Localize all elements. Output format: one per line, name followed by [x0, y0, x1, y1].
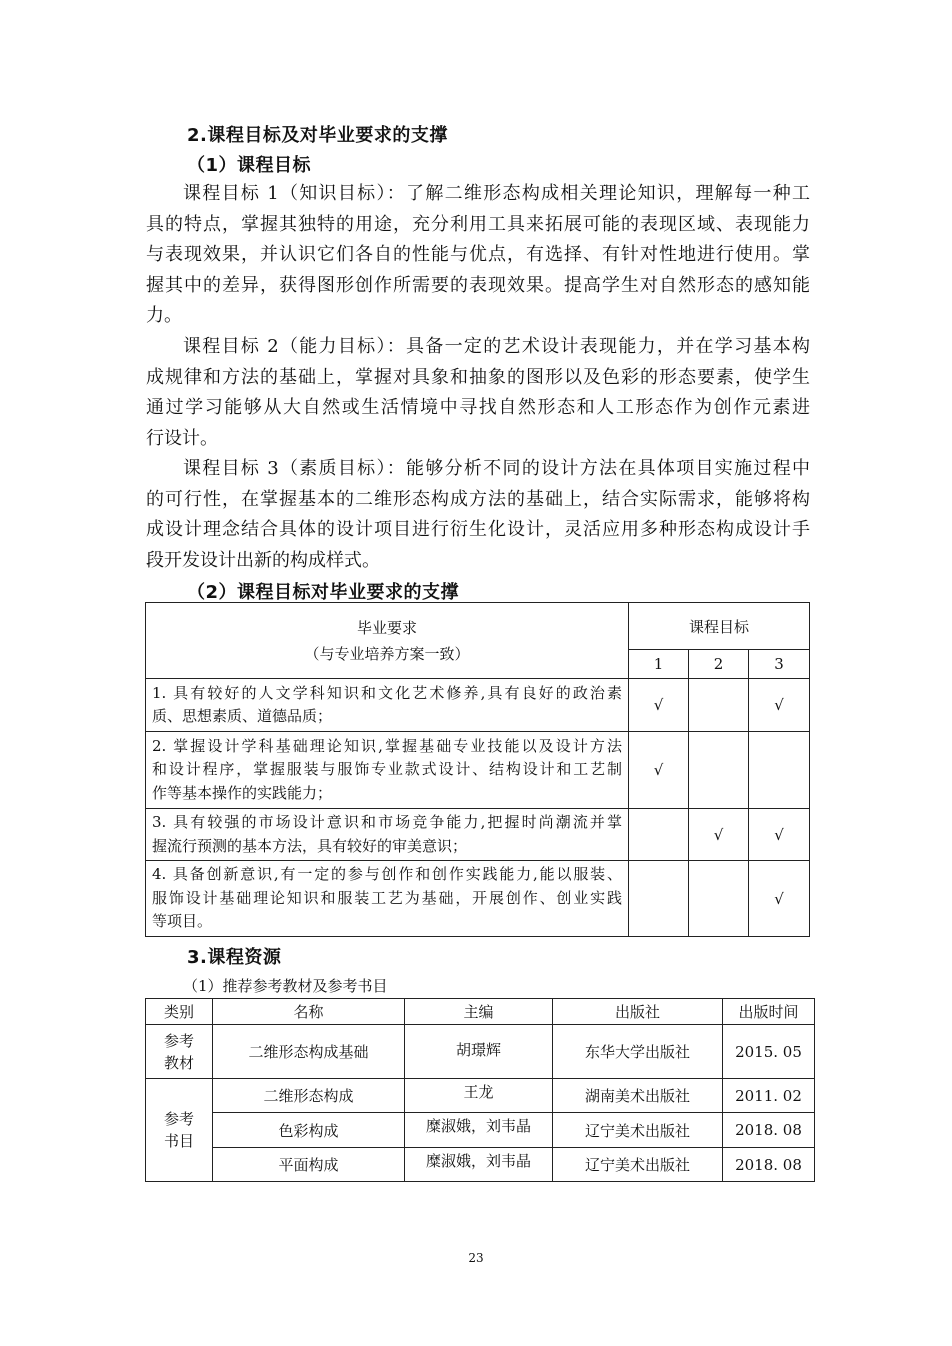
text-line: 课程目标 2（能力目标）：具备一定的艺术设计表现能力，并在学习基本构	[183, 336, 810, 357]
text-line: 等项目。	[152, 912, 213, 931]
table-row	[146, 1148, 815, 1182]
text-line: 参考	[163, 1031, 194, 1050]
book-date: 2018. 08	[723, 1148, 815, 1182]
text-line: 2. 掌握设计学科基础理论知识,掌握基础专业技能以及设计方法	[152, 736, 622, 755]
book-publisher: 东华大学出版社	[553, 1025, 723, 1079]
text-line: 教材	[163, 1053, 194, 1072]
check-cell	[689, 679, 749, 732]
book-name: 色彩构成	[213, 1113, 405, 1148]
table-row	[146, 1025, 815, 1079]
goal-col-1: 1	[629, 650, 689, 679]
book-publisher: 辽宁美术出版社	[553, 1113, 723, 1148]
text-line: 质、思想素质、道德品质；	[152, 707, 333, 725]
header-date: 出版时间	[723, 999, 815, 1025]
goal-col-3: 3	[749, 650, 810, 679]
header-req-label: 毕业要求	[356, 618, 417, 637]
book-name: 平面构成	[213, 1148, 405, 1182]
book-publisher: 湖南美术出版社	[553, 1079, 723, 1113]
text-line: 3. 具有较强的市场设计意识和市场竞争能力,把握时尚潮流并掌	[152, 813, 622, 831]
book-editor: 糜淑娥，刘韦晶	[405, 1148, 553, 1182]
table-row	[146, 809, 810, 861]
category-reference	[146, 1079, 213, 1182]
goal-3-paragraph	[146, 454, 810, 576]
table-row	[146, 732, 810, 809]
requirement-cell	[146, 732, 629, 809]
check-cell	[629, 861, 689, 937]
text-line: 具的特点，掌握其独特的用途，充分利用工具来拓展可能的表现区域、表现能力	[146, 213, 810, 235]
header-publisher: 出版社	[553, 999, 723, 1025]
text-line: 课程目标 1（知识目标）：了解二维形态构成相关理论知识，理解每一种工	[183, 183, 810, 204]
table-row	[146, 861, 810, 937]
table-row	[146, 1079, 815, 1113]
book-editor: 王龙	[405, 1079, 553, 1113]
text-line: 课程目标 3（素质目标）：能够分析不同的设计方法在具体项目实施过程中	[183, 458, 810, 479]
book-editor: 胡璟辉	[405, 1025, 553, 1079]
check-cell: √	[749, 809, 810, 861]
text-line: 握其中的差异，获得图形创作所需要的表现效果。提高学生对自然形态的感知能	[146, 274, 810, 296]
page-number: 23	[468, 1251, 484, 1265]
text-line: 成设计理念结合具体的设计项目进行衍生化设计，灵活应用多种形态构成设计手	[146, 519, 810, 540]
book-name: 二维形态构成	[213, 1079, 405, 1113]
table-row	[146, 679, 810, 732]
check-cell	[689, 861, 749, 937]
header-name: 名称	[213, 999, 405, 1025]
text-line: 和设计程序，掌握服装与服饰专业款式设计、结构设计和工艺制	[152, 760, 622, 779]
text-line: 参考	[163, 1110, 194, 1128]
check-cell: √	[689, 809, 749, 861]
check-cell	[749, 732, 810, 809]
book-date: 2011. 02	[723, 1079, 815, 1113]
subheading-course-goals: （1）课程目标	[187, 155, 312, 176]
text-line: 作等基本操作的实践能力；	[152, 783, 333, 802]
text-line: 书目	[163, 1132, 194, 1150]
goals-support-table	[145, 602, 810, 937]
text-line: 的可行性，在掌握基本的二维形态构成方法的基础上，结合实际需求，能够将构	[146, 488, 810, 510]
check-cell	[689, 732, 749, 809]
requirement-cell	[146, 679, 629, 732]
books-table	[145, 998, 815, 1182]
header-graduation-requirement	[146, 603, 629, 679]
table-row	[146, 1113, 815, 1148]
check-cell: √	[749, 861, 810, 937]
goal-2-paragraph	[146, 332, 810, 454]
text-line: 服饰设计基础理论知识和服装工艺为基础，开展创作、创业实践	[152, 888, 622, 907]
header-editor: 主编	[405, 999, 553, 1025]
text-line: 4. 具备创新意识,有一定的参与创作和创作实践能力,能以服装、	[152, 865, 622, 884]
subheading-books: （1）推荐参考教材及参考书目	[183, 977, 388, 995]
text-line: 1. 具有较好的人文学科知识和文化艺术修养,具有良好的政治素	[152, 683, 622, 702]
check-cell: √	[749, 679, 810, 732]
section-heading-goals: 2.课程目标及对毕业要求的支撑	[187, 125, 448, 146]
check-cell: √	[629, 679, 689, 732]
book-name: 二维形态构成基础	[213, 1025, 405, 1079]
header-category: 类别	[146, 999, 213, 1025]
book-publisher: 辽宁美术出版社	[553, 1148, 723, 1182]
section-heading-resources: 3.课程资源	[187, 947, 282, 968]
goal-col-2: 2	[689, 650, 749, 679]
text-line: 握流行预测的基本方法，具有较好的审美意识；	[152, 836, 468, 855]
category-textbook	[146, 1025, 213, 1079]
text-line: 段开发设计出新的构成样式。	[146, 549, 380, 571]
header-req-note: （与专业培养方案一致）	[304, 644, 470, 663]
text-line: 成规律和方法的基础上，掌握对具象和抽象的图形以及色彩的形态要素，使学生	[146, 366, 810, 388]
requirement-cell	[146, 861, 629, 937]
requirement-cell	[146, 809, 629, 861]
subheading-support: （2）课程目标对毕业要求的支撑	[187, 582, 460, 603]
book-date: 2015. 05	[723, 1025, 815, 1079]
check-cell	[629, 809, 689, 861]
book-editor: 糜淑娥，刘韦晶	[405, 1113, 553, 1148]
goal-1-paragraph	[146, 179, 810, 332]
text-line: 力。	[146, 305, 182, 326]
text-line: 行设计。	[146, 427, 218, 449]
header-course-goal: 课程目标	[629, 603, 810, 650]
check-cell: √	[629, 732, 689, 809]
text-line: 通过学习能够从大自然或生活情境中寻找自然形态和人工形态作为创作元素进	[146, 397, 810, 418]
book-date: 2018. 08	[723, 1113, 815, 1148]
text-line: 与表现效果，并认识它们各自的性能与优点，有选择、有针对性地进行使用。掌	[146, 244, 810, 265]
